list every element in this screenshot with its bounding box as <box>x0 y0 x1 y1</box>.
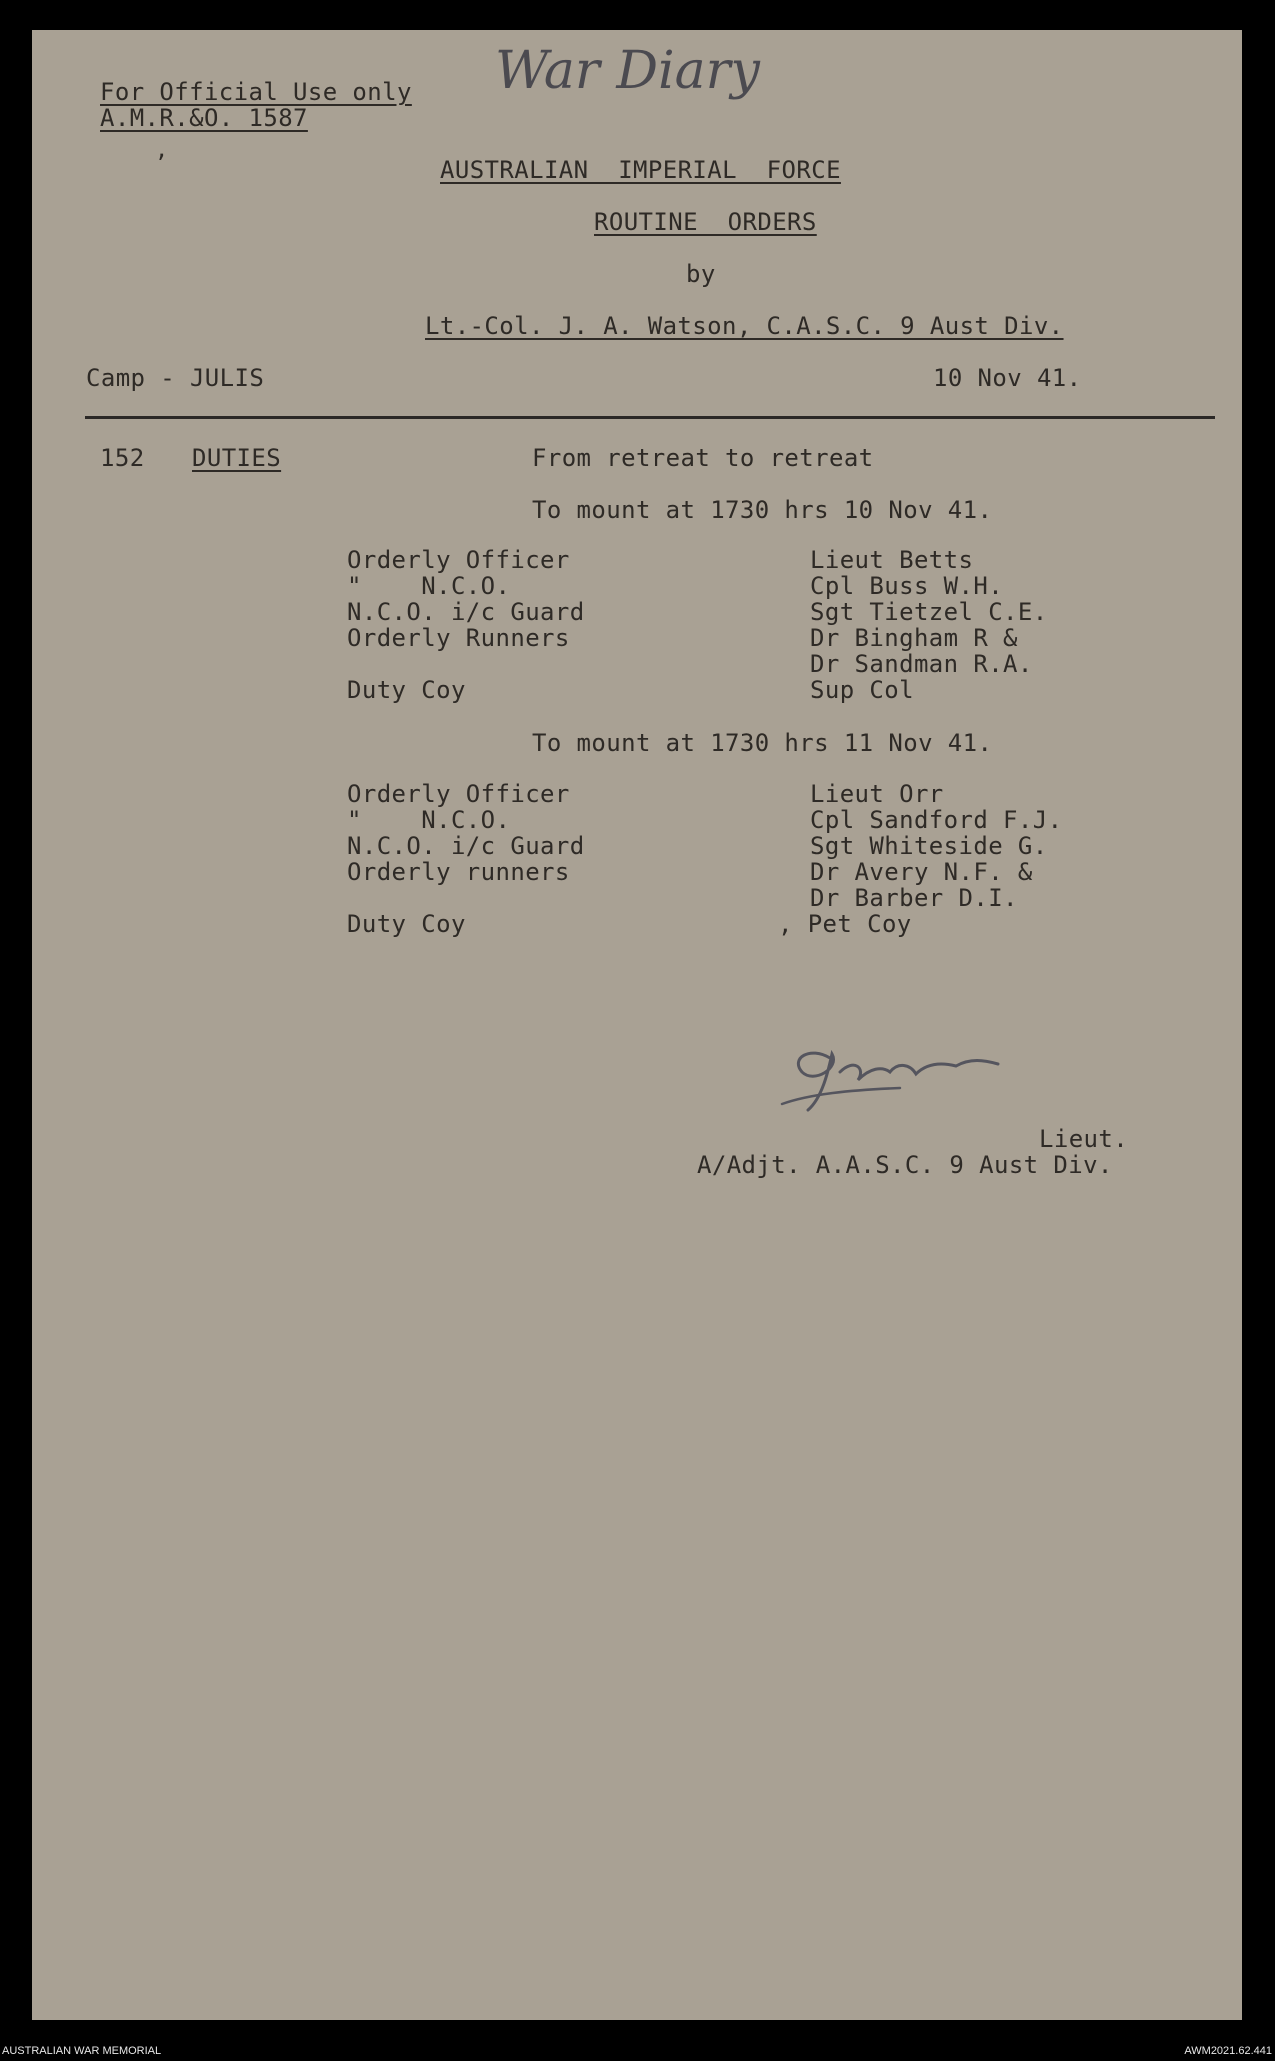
footer-reference: AWM2021.62.441 <box>1184 2045 1272 2057</box>
duty-role: " N.C.O. <box>347 806 511 834</box>
footer-source: AUSTRALIAN WAR MEMORIAL <box>2 2045 162 2057</box>
duty-role: Duty Coy <box>347 676 466 704</box>
duty-name: Dr Bingham R & <box>810 624 1018 652</box>
duty-name: Sgt Tietzel C.E. <box>810 598 1048 626</box>
document-subtitle: ROUTINE ORDERS <box>594 208 817 236</box>
duty-name: Lieut Orr <box>810 780 944 808</box>
duty-period: From retreat to retreat <box>532 444 874 472</box>
camp-location: Camp - JULIS <box>86 364 265 392</box>
duty-name: Cpl Buss W.H. <box>810 572 1004 600</box>
order-number: 152 <box>100 444 145 472</box>
handwritten-signature <box>770 1028 1030 1118</box>
mounting-title: To mount at 1730 hrs 10 Nov 41. <box>532 496 993 524</box>
duty-role: Orderly Officer <box>347 780 570 808</box>
duty-name: Cpl Sandford F.J. <box>810 806 1063 834</box>
duty-role: " N.C.O. <box>347 572 511 600</box>
duty-name: Sgt Whiteside G. <box>810 832 1048 860</box>
duty-role: Orderly Officer <box>347 546 570 574</box>
duty-name: , Pet Coy <box>778 910 912 938</box>
by-line: by <box>686 260 716 288</box>
duty-name: Dr Avery N.F. & <box>810 858 1033 886</box>
classification-line-2: A.M.R.&O. 1587 <box>100 104 308 132</box>
handwritten-heading: War Diary <box>495 41 760 101</box>
duty-role: Orderly Runners <box>347 624 570 652</box>
issuer-line: Lt.-Col. J. A. Watson, C.A.S.C. 9 Aust Div. <box>425 312 1064 340</box>
duty-role: Duty Coy <box>347 910 466 938</box>
order-date: 10 Nov 41. <box>933 364 1082 392</box>
document-title: AUSTRALIAN IMPERIAL FORCE <box>440 156 841 184</box>
signatory-rank: Lieut. <box>1039 1125 1129 1153</box>
header-rule <box>85 416 1215 419</box>
classification-line-1: For Official Use only <box>100 78 412 106</box>
duty-name: Sup Col <box>810 676 914 704</box>
duty-role: N.C.O. i/c Guard <box>347 598 585 626</box>
duty-name: Dr Sandman R.A. <box>810 650 1033 678</box>
signatory-appointment: A/Adjt. A.A.S.C. 9 Aust Div. <box>697 1151 1113 1179</box>
duty-name: Dr Barber D.I. <box>810 884 1018 912</box>
duty-role: N.C.O. i/c Guard <box>347 832 585 860</box>
duty-role: Orderly runners <box>347 858 570 886</box>
mounting-title: To mount at 1730 hrs 11 Nov 41. <box>532 729 993 757</box>
order-heading: DUTIES <box>192 444 282 472</box>
duty-name: Lieut Betts <box>810 546 974 574</box>
margin-mark: , <box>155 138 169 163</box>
